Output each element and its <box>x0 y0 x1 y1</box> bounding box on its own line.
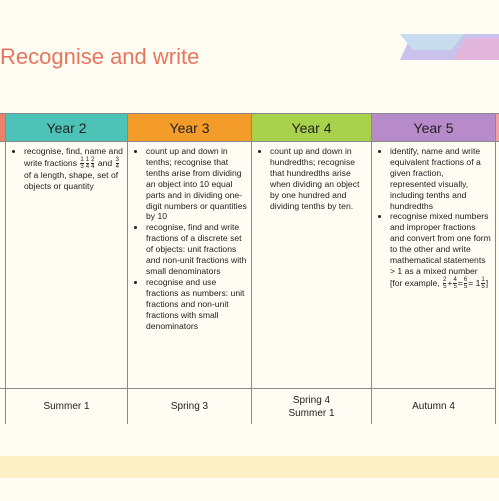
header-year-5: Year 5 <box>372 114 495 142</box>
fraction: $\frac{1}{3}$ <box>80 156 84 170</box>
fraction: $\frac{6}{5}$ <box>463 276 468 290</box>
fraction: $\frac{1}{5}$ <box>481 276 485 290</box>
content-year-4 <box>252 142 371 389</box>
stub-header <box>0 114 5 142</box>
header-year-3: Year 3 <box>128 114 251 142</box>
list-item: • recognise mixed numbers and improper fractions and convert from one form to the other and write mathematical statements > 1 as a mixed number [for example, $\frac{2}{5}$ + $\frac{4}{5}$ = $\frac{6}{5}$ = 1 $\frac{1}{5}$ ] <box>390 211 491 289</box>
bottom-band <box>0 456 499 478</box>
fraction: $\frac{2}{4}$ <box>91 156 95 170</box>
list-item: • count up and down in hundredths; recognise that hundredths arise when dividing an object by one hundred and dividing tenths by ten. <box>270 146 367 211</box>
fraction: $\frac{3}{4}$ <box>115 156 119 170</box>
header-year-2: Year 2 <box>6 114 127 142</box>
list-item: • recognise, find, name and write fractions $\frac{1}{3}$ $\frac{1}{4}$ $\frac{2}{4}$ and $\frac{3}{4}$ of a length, shape, set of objects or quantity <box>24 146 123 192</box>
content-year-5 <box>372 142 495 389</box>
page-title: Recognise and write <box>0 44 200 69</box>
column-year-3 <box>128 114 252 424</box>
curriculum-table <box>0 113 499 424</box>
fraction: $\frac{1}{4}$ <box>85 156 90 170</box>
list-item: • identify, name and write equivalent fractions of a given fraction, represented visually, including tenths and hundredths <box>390 146 491 211</box>
list-item: • recognise, find and write fractions of a discrete set of objects: unit fractions and non-unit fractions with small denominators <box>146 222 247 277</box>
column-year-5 <box>372 114 496 424</box>
fraction: $\frac{4}{5}$ <box>453 276 457 290</box>
header-year-4: Year 4 <box>252 114 371 142</box>
content-year-2 <box>6 142 127 389</box>
footer-year-2: Summer 1 <box>43 401 90 412</box>
footer-year-5: Autumn 4 <box>412 401 455 412</box>
column-year-4 <box>252 114 372 424</box>
column-year-2 <box>6 114 128 424</box>
footer-year-3: Spring 3 <box>170 401 209 412</box>
footer-year-4: Spring 4 Summer 1 <box>288 394 335 419</box>
list-item: • recognise and use fractions as numbers: unit fractions and non-unit fractions with small denominators <box>146 277 247 332</box>
list-item: • count up and down in tenths; recognise that tenths arise from dividing an object into 10 equal parts and in dividing one-digit numbers or quantities by 10 <box>146 146 247 222</box>
content-year-3 <box>128 142 251 389</box>
fraction: $\frac{2}{5}$ <box>443 276 447 290</box>
